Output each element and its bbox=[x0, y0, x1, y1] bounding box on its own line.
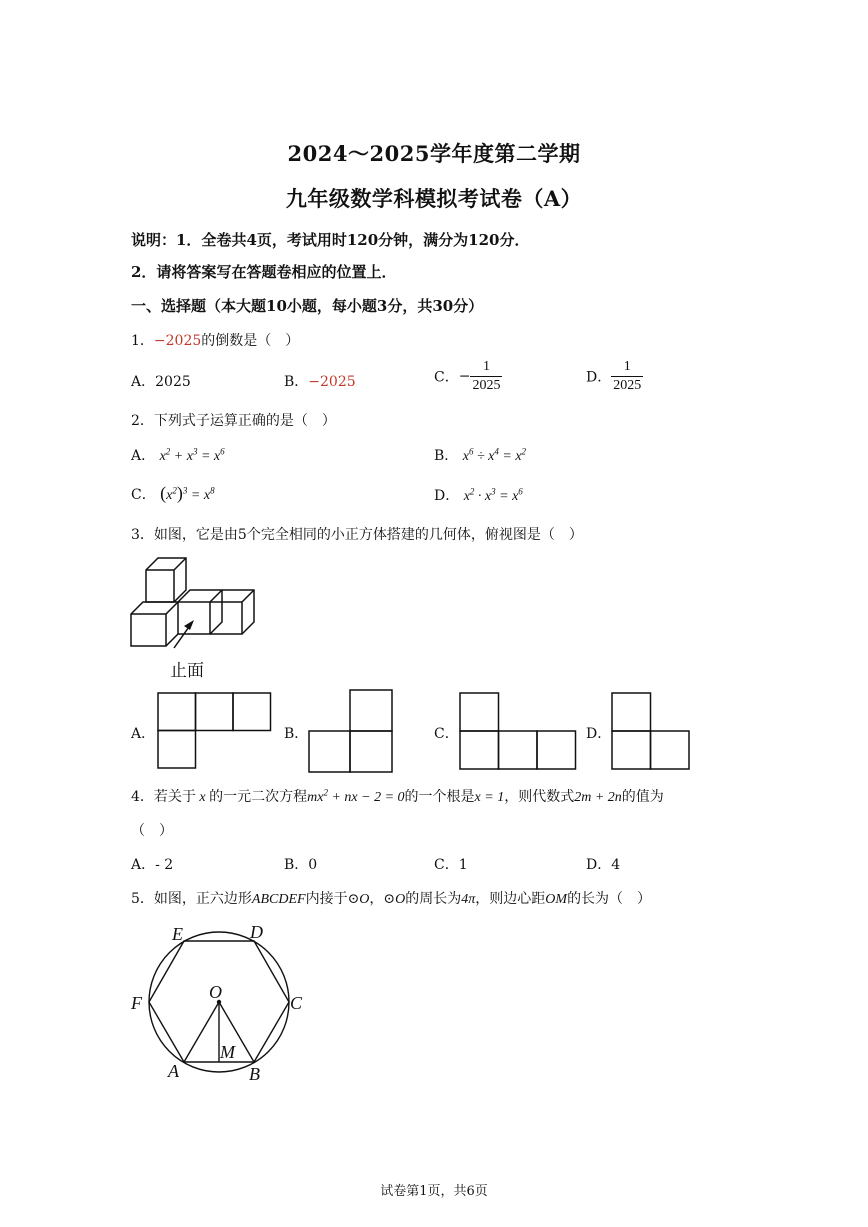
option-value: 1 bbox=[458, 857, 468, 873]
q4-root: x = 1 bbox=[474, 790, 505, 805]
option-label: A． bbox=[131, 374, 156, 390]
point-label-a: A bbox=[168, 1061, 179, 1081]
q5-stem-part: ，则边心距 bbox=[475, 891, 546, 907]
q5-stem-part: 5．如图，正六边形 bbox=[131, 891, 252, 907]
option-label: C． bbox=[434, 369, 459, 386]
question-3: 3．如图，它是由5个完全相同的小正方体搭建的几何体，俯视图是（ ） bbox=[131, 527, 583, 543]
point-label-e: E bbox=[172, 924, 183, 944]
option-sign: − bbox=[458, 368, 471, 385]
q5-stem-part: ， bbox=[369, 891, 384, 907]
q4-variable-x: x bbox=[195, 790, 210, 805]
q2-expr-a: $x^2 + x^3 = x^6$ bbox=[159, 446, 225, 464]
page-footer: 试卷第1页，共6页 bbox=[380, 1184, 488, 1199]
q3-option-b-label[interactable]: B． bbox=[284, 726, 309, 742]
option-label: A． bbox=[131, 448, 156, 464]
option-label: B． bbox=[284, 374, 309, 390]
question-number: 1． bbox=[131, 333, 154, 349]
option-value: 2025 bbox=[155, 374, 191, 390]
q4-stem-part: ，则代数式 bbox=[504, 789, 575, 805]
q3-option-a-label[interactable]: A． bbox=[131, 726, 156, 742]
q1-stem: 的倒数是（ ） bbox=[201, 333, 300, 349]
option-label: A． bbox=[131, 857, 156, 873]
instruction-note-1: 说明：1．全卷共4页，考试用时120分钟，满分为120分． bbox=[131, 231, 530, 249]
point-label-d: D bbox=[250, 922, 263, 942]
question-2: 2．下列式子运算正确的是（ ） bbox=[131, 413, 336, 429]
q4-stem-part: 的一元二次方程 bbox=[209, 789, 308, 805]
option-value: 4 bbox=[611, 857, 621, 873]
q5-circle-name: ⊙O bbox=[383, 892, 406, 907]
q4-paren: （ ） bbox=[131, 823, 173, 839]
exam-title-line2: 九年级数学科模拟考试卷（A） bbox=[285, 186, 583, 211]
fraction: $\frac{1}{2025}$ bbox=[472, 359, 501, 393]
point-label-o: O bbox=[209, 982, 222, 1002]
exam-title-line1: 2024～2025学年度第二学期 bbox=[287, 141, 581, 166]
q4-stem-part: 的值为 bbox=[621, 789, 664, 805]
point-label-m: M bbox=[220, 1042, 235, 1062]
q5-segment: OM bbox=[545, 892, 568, 907]
fraction: $\frac{1}{2025}$ bbox=[613, 359, 642, 393]
q2-expr-b: $x^6 \div x^4 = x^2$ bbox=[462, 446, 527, 464]
option-label: D． bbox=[586, 857, 612, 873]
option-label: C． bbox=[131, 487, 156, 503]
section-heading: 一、选择题（本大题10小题，每小题3分，共30分） bbox=[131, 297, 484, 315]
q3-option-c-label[interactable]: C． bbox=[434, 726, 459, 742]
q5-perimeter: 4π bbox=[461, 892, 476, 907]
q4-stem-part: 4．若关于 bbox=[131, 789, 196, 805]
option-label: C． bbox=[434, 857, 459, 873]
q1-value: −2025 bbox=[153, 333, 202, 349]
option-value: 0 bbox=[308, 857, 318, 873]
q2-expr-c: $(x^2)^3 = x^8$ bbox=[160, 483, 215, 503]
q5-circle-name: ⊙O bbox=[347, 892, 370, 907]
point-label-c: C bbox=[290, 993, 303, 1013]
point-label-b: B bbox=[249, 1064, 260, 1084]
q2-expr-d: $x^2 \cdot x^3 = x^6$ bbox=[463, 486, 523, 504]
option-label: D． bbox=[434, 488, 460, 504]
q4-equation: $mx^2$ + nx − 2 = 0 bbox=[307, 787, 405, 805]
q5-stem-part: 内接于 bbox=[305, 891, 348, 907]
q5-stem-part: 的长为（ ） bbox=[567, 891, 652, 907]
q5-stem-part: 的周长为 bbox=[405, 891, 462, 907]
point-label-f: F bbox=[131, 993, 142, 1013]
q3-option-d-label[interactable]: D． bbox=[586, 726, 612, 742]
option-value: - 2 bbox=[155, 857, 174, 873]
option-label: B． bbox=[434, 448, 459, 464]
q4-stem-part: 的一个根是 bbox=[404, 789, 475, 805]
q4-expression: 2m + 2n bbox=[574, 790, 622, 805]
option-label: D． bbox=[586, 369, 612, 386]
q5-hexagon-name: ABCDEF bbox=[251, 892, 306, 907]
instruction-note-2: 2．请将答案写在答题卷相应的位置上． bbox=[131, 263, 397, 281]
front-view-label: 止面 bbox=[170, 661, 204, 681]
option-value: −2025 bbox=[308, 374, 356, 390]
option-label: B． bbox=[284, 857, 309, 873]
